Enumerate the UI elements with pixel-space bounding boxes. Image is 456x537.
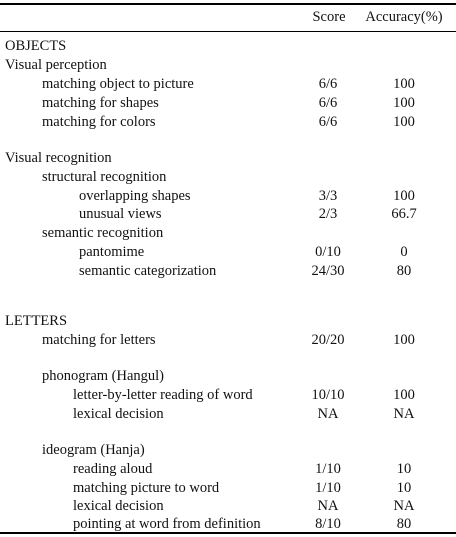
accuracy-cell: 0	[400, 244, 408, 260]
table-row	[0, 187, 456, 205]
category-label: Visual perception	[5, 57, 107, 73]
task-label: matching for colors	[42, 114, 156, 130]
score-cell: 8/10	[315, 516, 341, 532]
table-row	[0, 441, 456, 459]
score-cell: 0/10	[315, 244, 341, 260]
task-label: matching for shapes	[42, 95, 159, 111]
category-label: Visual recognition	[5, 150, 112, 166]
table-row	[0, 386, 456, 404]
score-cell: 1/10	[315, 461, 341, 477]
task-label: lexical decision	[73, 498, 164, 514]
table-row	[0, 497, 456, 515]
table-row	[0, 56, 456, 74]
task-label: letter-by-letter reading of word	[73, 387, 253, 403]
accuracy-cell: 80	[396, 263, 412, 279]
task-label: lexical decision	[73, 406, 164, 422]
table-row	[0, 515, 456, 533]
subcategory-label: ideogram (Hanja)	[42, 442, 145, 458]
score-cell: 2/3	[318, 206, 338, 222]
table-row	[0, 312, 456, 330]
table-row	[0, 367, 456, 385]
subcategory-label: semantic recognition	[42, 225, 164, 241]
table-row	[0, 331, 456, 349]
table-row	[0, 224, 456, 242]
table-row	[0, 113, 456, 131]
task-label: pointing at word from definition	[73, 516, 261, 532]
score-cell: 6/6	[318, 95, 338, 111]
score-cell: 24/30	[311, 263, 345, 279]
score-cell: 10/10	[311, 387, 345, 403]
table-row	[0, 37, 456, 55]
score-cell: 6/6	[318, 76, 338, 92]
accuracy-cell: 100	[393, 387, 415, 403]
accuracy-cell: 100	[393, 76, 415, 92]
accuracy-cell: NA	[393, 498, 415, 514]
task-label: matching for letters	[42, 332, 156, 348]
accuracy-cell: 80	[396, 516, 412, 532]
task-label: matching picture to word	[73, 480, 220, 496]
table-row	[0, 243, 456, 261]
score-cell: 1/10	[315, 480, 341, 496]
task-label: pantomime	[79, 244, 145, 260]
section-label: LETTERS	[5, 313, 68, 329]
accuracy-cell: NA	[393, 406, 415, 422]
table-row	[0, 75, 456, 93]
table-row	[0, 460, 456, 478]
table-row	[0, 262, 456, 280]
accuracy-column-header: Accuracy(%)	[365, 9, 443, 25]
task-label: matching object to picture	[42, 76, 194, 92]
score-cell: 3/3	[318, 188, 338, 204]
table-row	[0, 205, 456, 223]
task-label: semantic categorization	[79, 263, 217, 279]
subcategory-label: structural recognition	[42, 169, 167, 185]
top-rule	[0, 3, 456, 5]
task-label: overlapping shapes	[79, 188, 191, 204]
section-label: OBJECTS	[5, 38, 67, 54]
table-row	[0, 479, 456, 497]
header-rule	[0, 31, 456, 32]
table-row	[0, 94, 456, 112]
task-label: reading aloud	[73, 461, 153, 477]
accuracy-cell: 100	[393, 114, 415, 130]
score-cell: 6/6	[318, 114, 338, 130]
table-row	[0, 149, 456, 167]
accuracy-cell: 100	[393, 95, 415, 111]
table-row	[0, 168, 456, 186]
accuracy-cell: 100	[393, 188, 415, 204]
accuracy-cell: 100	[393, 332, 415, 348]
accuracy-cell: 10	[396, 461, 412, 477]
table-header	[0, 8, 456, 26]
bottom-rule	[0, 532, 456, 534]
task-label: unusual views	[79, 206, 162, 222]
score-cell: NA	[317, 406, 339, 422]
score-cell: 20/20	[311, 332, 345, 348]
table-row	[0, 405, 456, 423]
score-column-header: Score	[312, 9, 346, 25]
score-cell: NA	[317, 498, 339, 514]
accuracy-cell: 66.7	[391, 206, 417, 222]
subcategory-label: phonogram (Hangul)	[42, 368, 165, 384]
accuracy-cell: 10	[396, 480, 412, 496]
